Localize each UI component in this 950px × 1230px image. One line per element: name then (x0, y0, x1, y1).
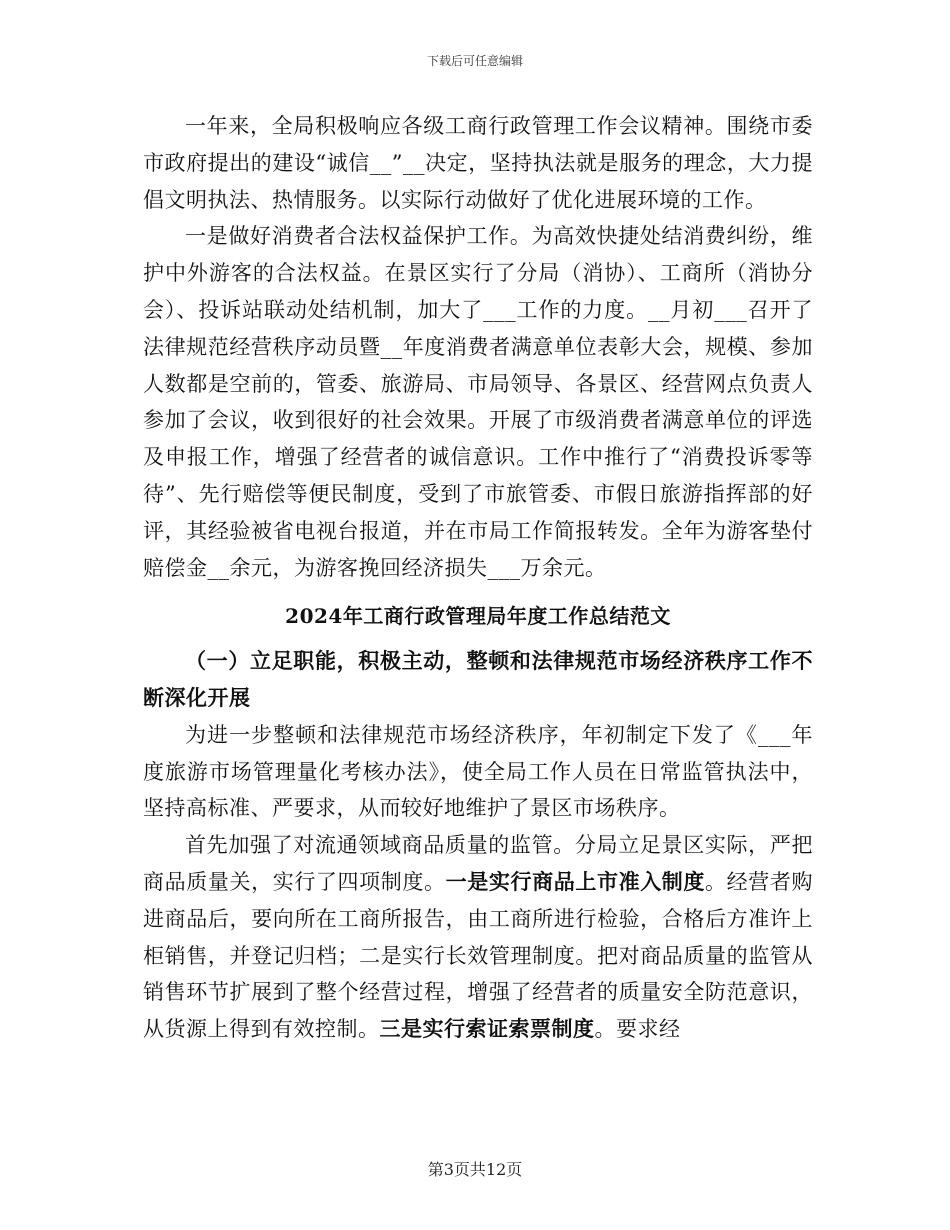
page-header-note: 下载后可任意编辑 (426, 54, 523, 68)
paragraph-quality-tail: 。要求经 (594, 1017, 681, 1042)
paragraph-consumer-protection: 一是做好消费者合法权益保护工作。为高效快捷处结消费纠纷，维护中外游客的合法权益。在景区实行了分局（消协）、工商所（消协分会）、投诉站联动处结机制，加大了___工作的力度。__月初___召开了法律规范经营秩序动员暨__年度消费者满意单位表彰大会，规模、参加人数都是空前的，管委、旅游局、市局领导、各景区、经营网点负责人参加了会议，收到很好的社会效果。开展了市级消费者满意单位的评选及申报工作，增强了经营者的诚信意识。工作中推行了“消费投诉零等待”、先行赔偿等便民制度，受到了市旅管委、市假日旅游指挥部的好评，其经验被省电视台报道，并在市局工作简报转发。全年为游客垫付赔偿金__余元，为游客挽回经济损失___万余元。 (143, 224, 813, 580)
page-number: 第3页共12页 (427, 1160, 523, 1179)
paragraph-quality-intro: 首先加强了对流通领域商品质量的监管。分局立足景区实际，严把商品质量关，实行了四项制度。 (143, 833, 813, 894)
paragraph-quality-supervision (143, 827, 813, 1048)
document-body (143, 108, 813, 1048)
subsection-heading: （一）立足职能，积极主动，整顿和法律规范市场经济秩序工作不断深化开展 (143, 648, 813, 710)
bold-phrase-market-access: 一是实行商品上市准入制度 (445, 868, 706, 894)
section-title: 2024年工商行政管理局年度工作总结范文 (285, 604, 671, 629)
paragraph-market-order: 为进一步整顿和法律规范市场经济秩序，年初制定下发了《___年度旅游市场管理量化考核办法》，使全局工作人员在日常监管执法中，坚持高标准、严要求，从而较好地维护了景区市场秩序。 (143, 722, 813, 821)
bold-phrase-certificate-invoice: 三是实行索证索票制度 (379, 1016, 595, 1042)
paragraph-intro: 一年来，全局积极响应各级工商行政管理工作会议精神。围绕市委市政府提出的建设“诚信__”__决定，坚持执法就是服务的理念，大力提倡文明执法、热情服务。以实际行动做好了优化进展环境的工作。 (143, 114, 813, 212)
paragraph-quality-middle: 。经营者购进商品后，要向所在工商所报告，由工商所进行检验，合格后方准许上柜销售，并登记归档；二是实行长效管理制度。把对商品质量的监管从销售环节扩展到了整个经营过程，增强了经营者的质量安全防范意识，从货源上得到有效控制。 (143, 869, 814, 1042)
